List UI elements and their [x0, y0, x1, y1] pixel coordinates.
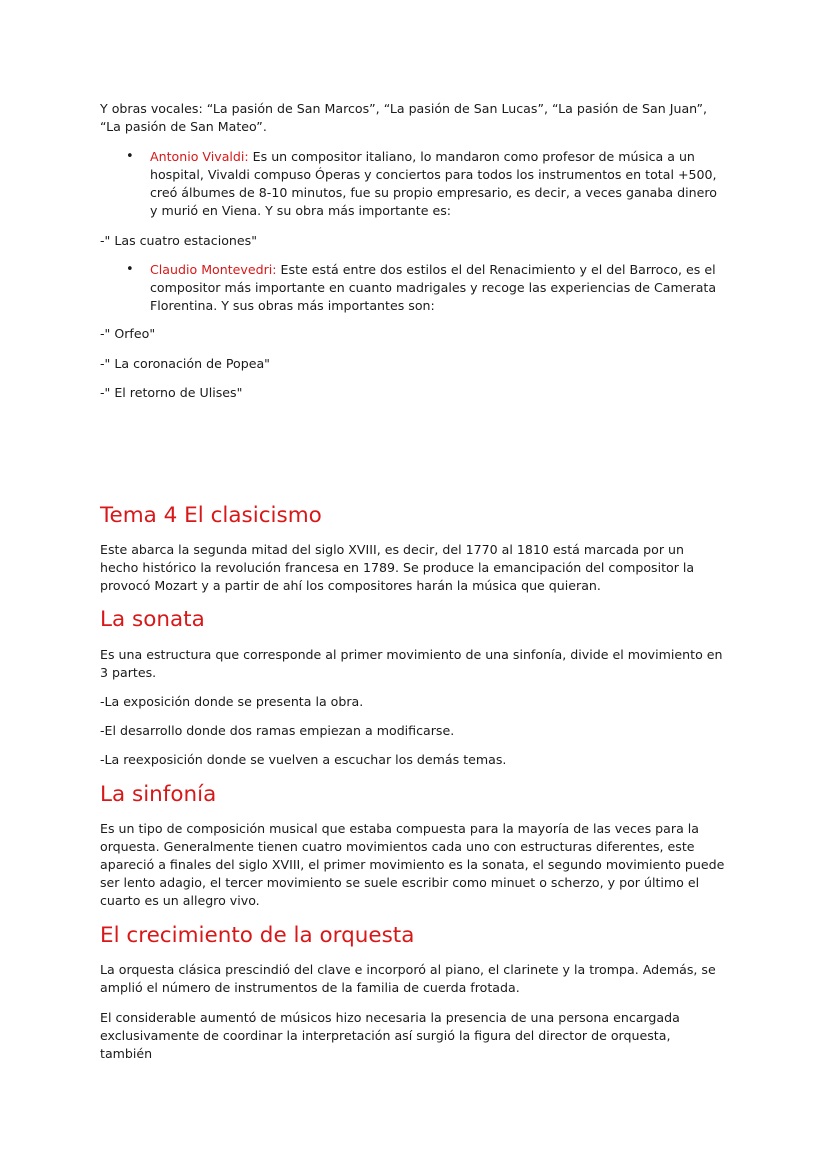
work-item: -" La coronación de Popea": [100, 356, 270, 371]
sonata-part: -La reexposición donde se vuelven a escuchar los demás temas.: [100, 752, 507, 767]
sinfonia-paragraph: Es un tipo de composición musical que estaba compuesta para la mayoría de las veces para la orquesta. Generalmente tienen cuatro movimientos cada uno con estructuras diferentes, este apareció a finales del siglo XVIII, el primer movimiento es la sonata, el segundo movimiento puede ser lento adagio, el tercer movimiento se suele escribir como minuet o scherzo, y por último el cuarto es un allegro vivo.: [100, 821, 725, 908]
orquesta-paragraph-2: El considerable aumentó de músicos hizo necesaria la presencia de una persona encargada exclusivamente de coordinar la interpretación así surgió la figura del director de orquesta, también: [100, 1010, 680, 1061]
composer-vivaldi-text: [150, 148, 725, 220]
heading-sonata: La sonata: [100, 607, 205, 632]
composer-vivaldi: [126, 148, 725, 220]
work-item: -" El retorno de Ulises": [100, 385, 243, 400]
bullet-dot-icon: •: [126, 262, 134, 277]
sonata-paragraph: Es una estructura que corresponde al primer movimiento de una sinfonía, divide el movimiento en 3 partes.: [100, 647, 723, 680]
work-item: -" Las cuatro estaciones": [100, 233, 257, 248]
composer-monteverdi: [126, 261, 725, 315]
heading-tema4: Tema 4 El clasicismo: [100, 503, 322, 528]
composer-description: Este está entre dos estilos el del Renacimiento y el del Barroco, es el compositor más importante en cuanto madrigales y recoge las experiencias de Camerata Florentina. Y sus obras más importantes son:: [150, 262, 717, 313]
orquesta-paragraph-1: La orquesta clásica prescindió del clave e incorporó al piano, el clarinete y la trompa. Además, se amplió el número de instrumentos de la familia de cuerda frotada.: [100, 962, 716, 995]
sonata-part: -La exposición donde se presenta la obra.: [100, 694, 364, 709]
vocal-works-paragraph: Y obras vocales: “La pasión de San Marcos”, “La pasión de San Lucas”, “La pasión de San Juan”, “La pasión de San Mateo”.: [100, 101, 707, 134]
composer-name: Antonio Vivaldi:: [150, 149, 249, 164]
composer-name: Claudio Montevedri:: [150, 262, 277, 277]
bullet-dot-icon: •: [126, 149, 134, 164]
composer-monteverdi-text: [150, 261, 725, 315]
composer-description: Es un compositor italiano, lo mandaron como profesor de música a un hospital, Vivaldi compuso Óperas y conciertos para todos los instrumentos en total +500, creó álbumes de 8-10 minutos, fue su propio empresario, es decir, a veces ganaba dinero y murió en Viena. Y su obra más importante es:: [150, 149, 717, 218]
sonata-part: -El desarrollo donde dos ramas empiezan a modificarse.: [100, 723, 455, 738]
heading-orquesta: El crecimiento de la orquesta: [100, 923, 415, 948]
work-item: -" Orfeo": [100, 326, 156, 341]
tema4-paragraph: Este abarca la segunda mitad del siglo XVIII, es decir, del 1770 al 1810 está marcada por un hecho histórico la revolución francesa en 1789. Se produce la emancipación del compositor la provocó Mozart y a partir de ahí los compositores harán la música que quieran.: [100, 542, 695, 593]
heading-sinfonia: La sinfonía: [100, 782, 217, 807]
